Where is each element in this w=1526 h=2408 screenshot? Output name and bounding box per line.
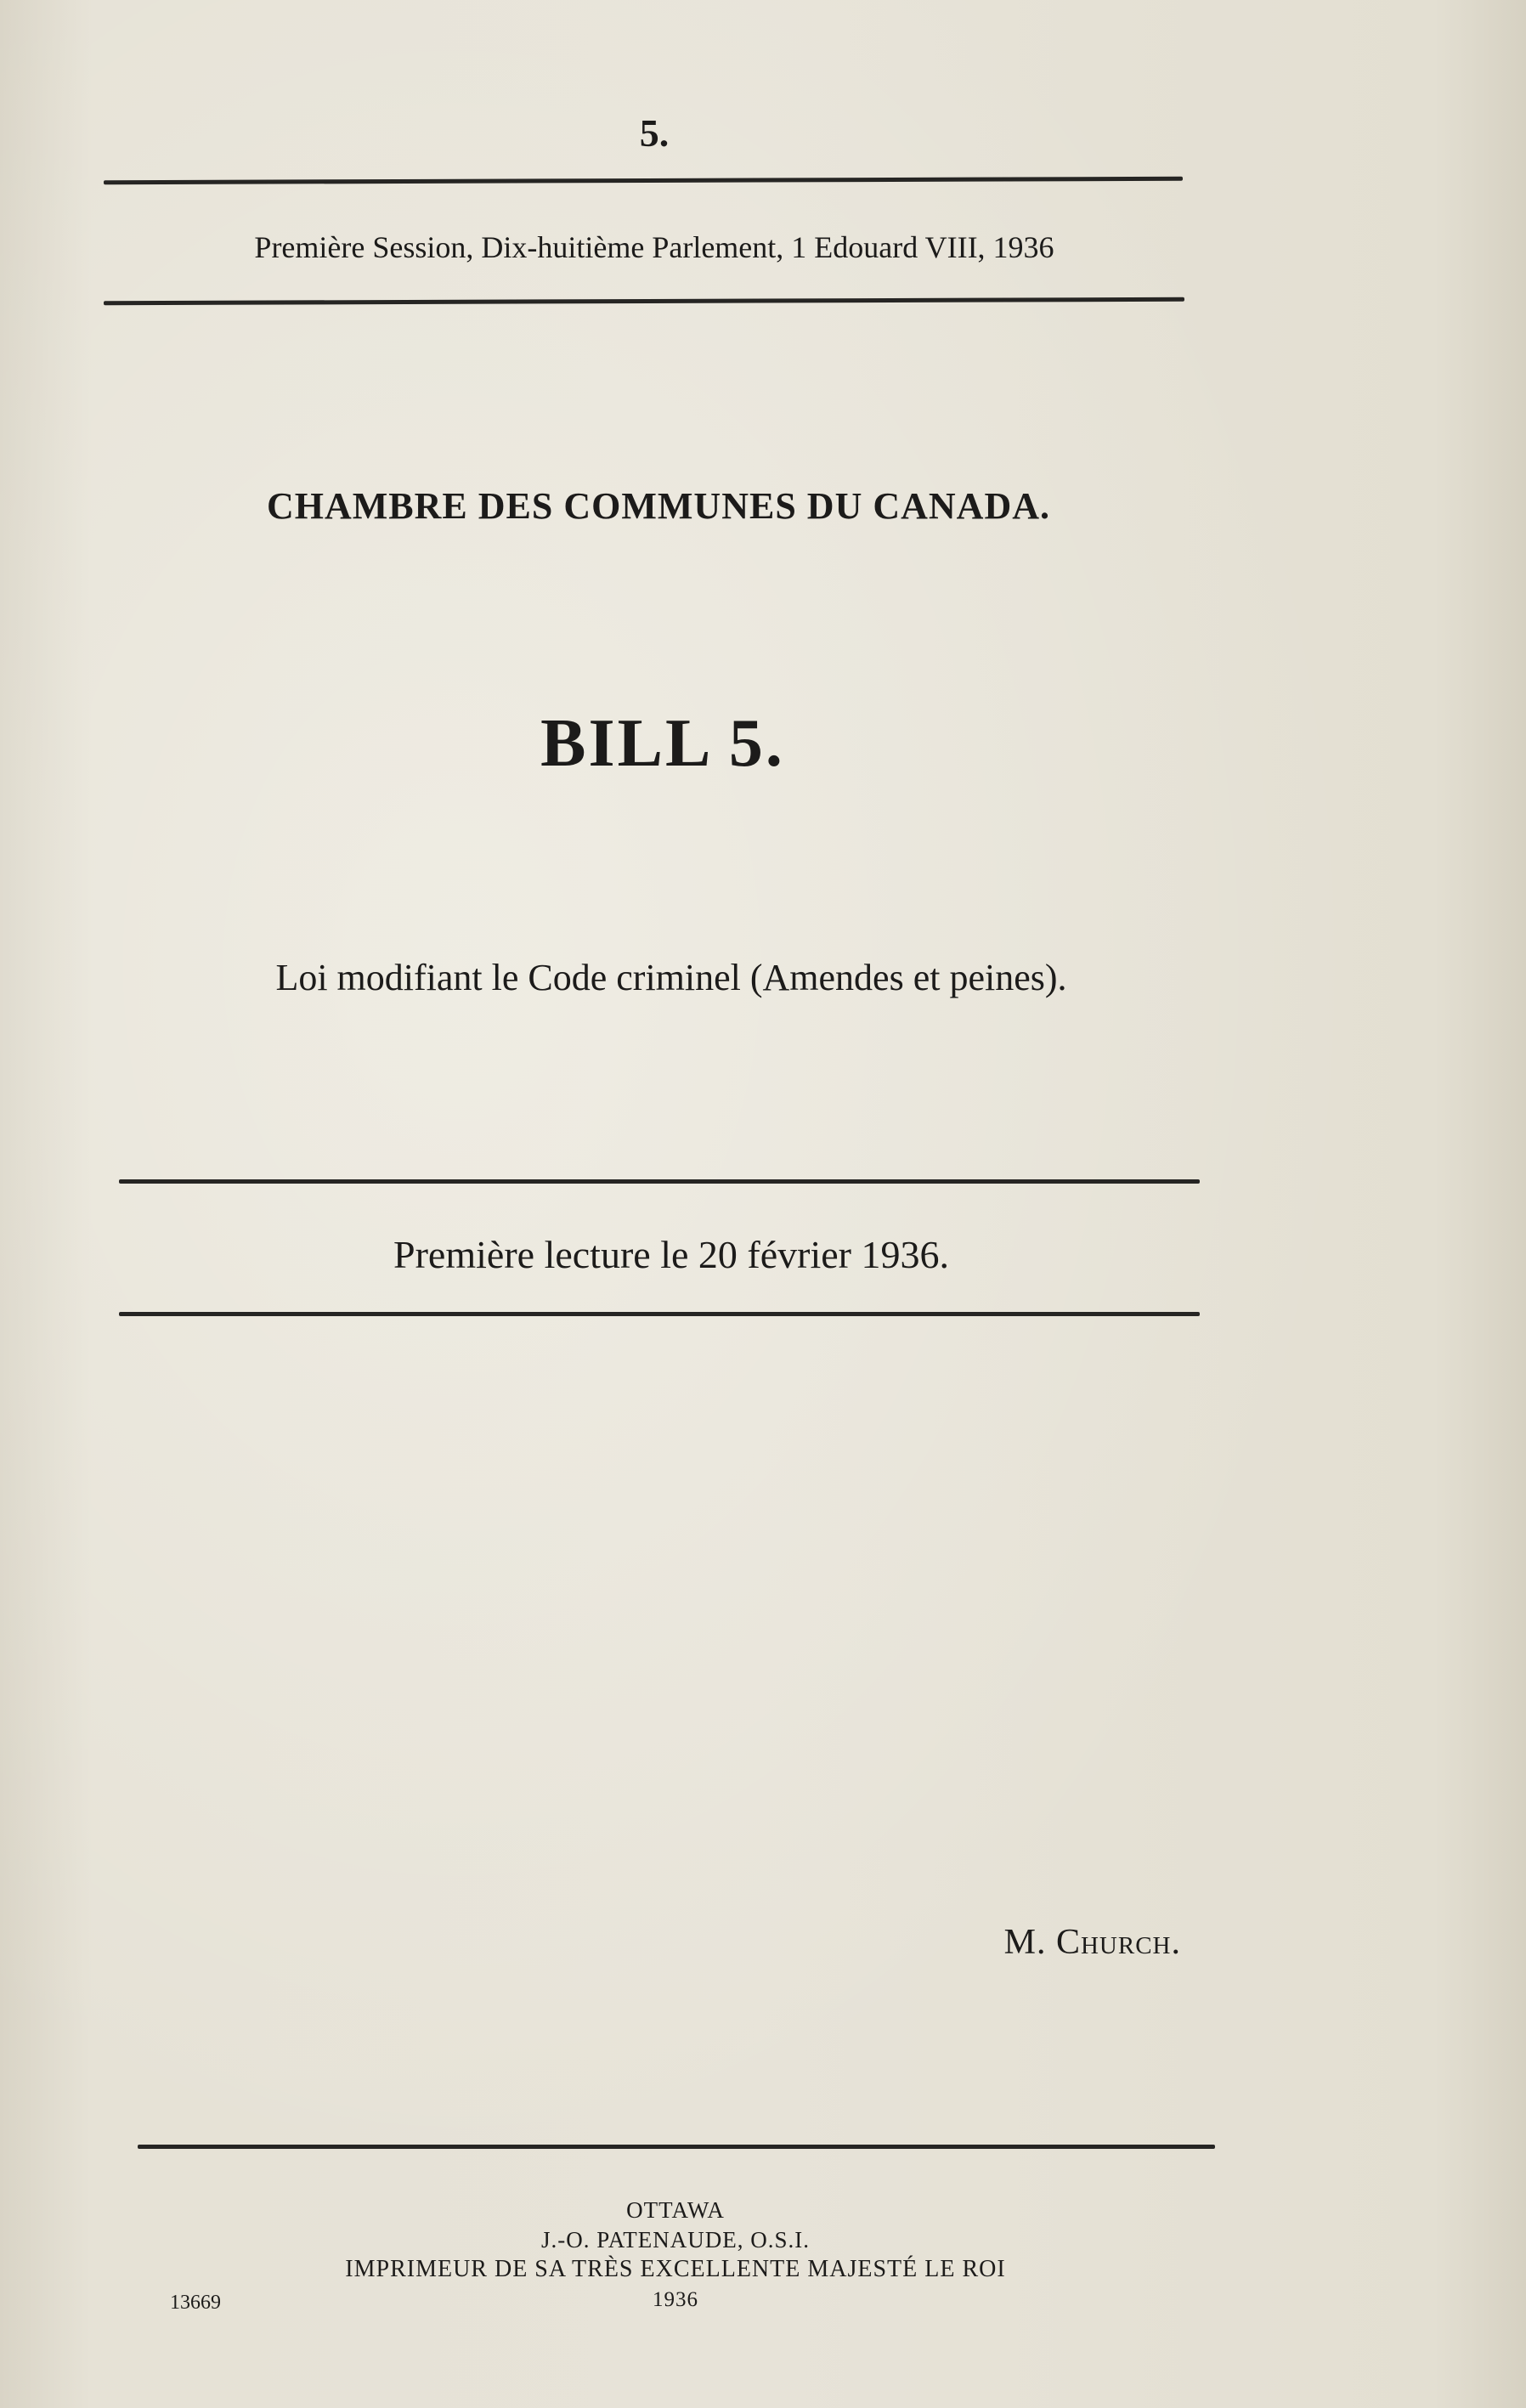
sponsor-name — [816, 1922, 1181, 1963]
first-reading-line: Première lecture le 20 février 1936. — [393, 1233, 949, 1276]
sponsor-suffix: . — [1171, 1923, 1181, 1962]
print-code: 13669 — [170, 2292, 221, 2314]
top-rule — [104, 177, 1183, 184]
act-title: Loi modifiant le Code criminel (Amendes et peines). — [275, 957, 1067, 998]
session-line: Première Session, Dix-huitième Parlement, 1 Edouard VIII, 1936 — [254, 230, 1054, 264]
bill-title: BILL 5. — [540, 706, 785, 781]
imprint-printer-title: IMPRIMEUR DE SA TRÈS EXCELLENTE MAJESTÉ LE ROI — [345, 2256, 1006, 2282]
sponsor-surname: Church — [1055, 1923, 1172, 1962]
imprint-city: OTTAWA — [626, 2197, 725, 2223]
session-rule — [104, 297, 1184, 305]
imprint-rule — [138, 2145, 1215, 2149]
page-number: 5. — [639, 111, 670, 155]
bleed-through-texture — [229, 357, 235, 382]
reading-top-rule — [119, 1179, 1200, 1184]
chamber-heading: CHAMBRE DES COMMUNES DU CANADA. — [267, 485, 1050, 527]
sponsor-prefix: M. — [1003, 1923, 1056, 1962]
imprint-printer: J.-O. PATENAUDE, O.S.I. — [540, 2227, 811, 2253]
reading-bottom-rule — [119, 1312, 1200, 1316]
imprint-year: 1936 — [653, 2288, 698, 2311]
